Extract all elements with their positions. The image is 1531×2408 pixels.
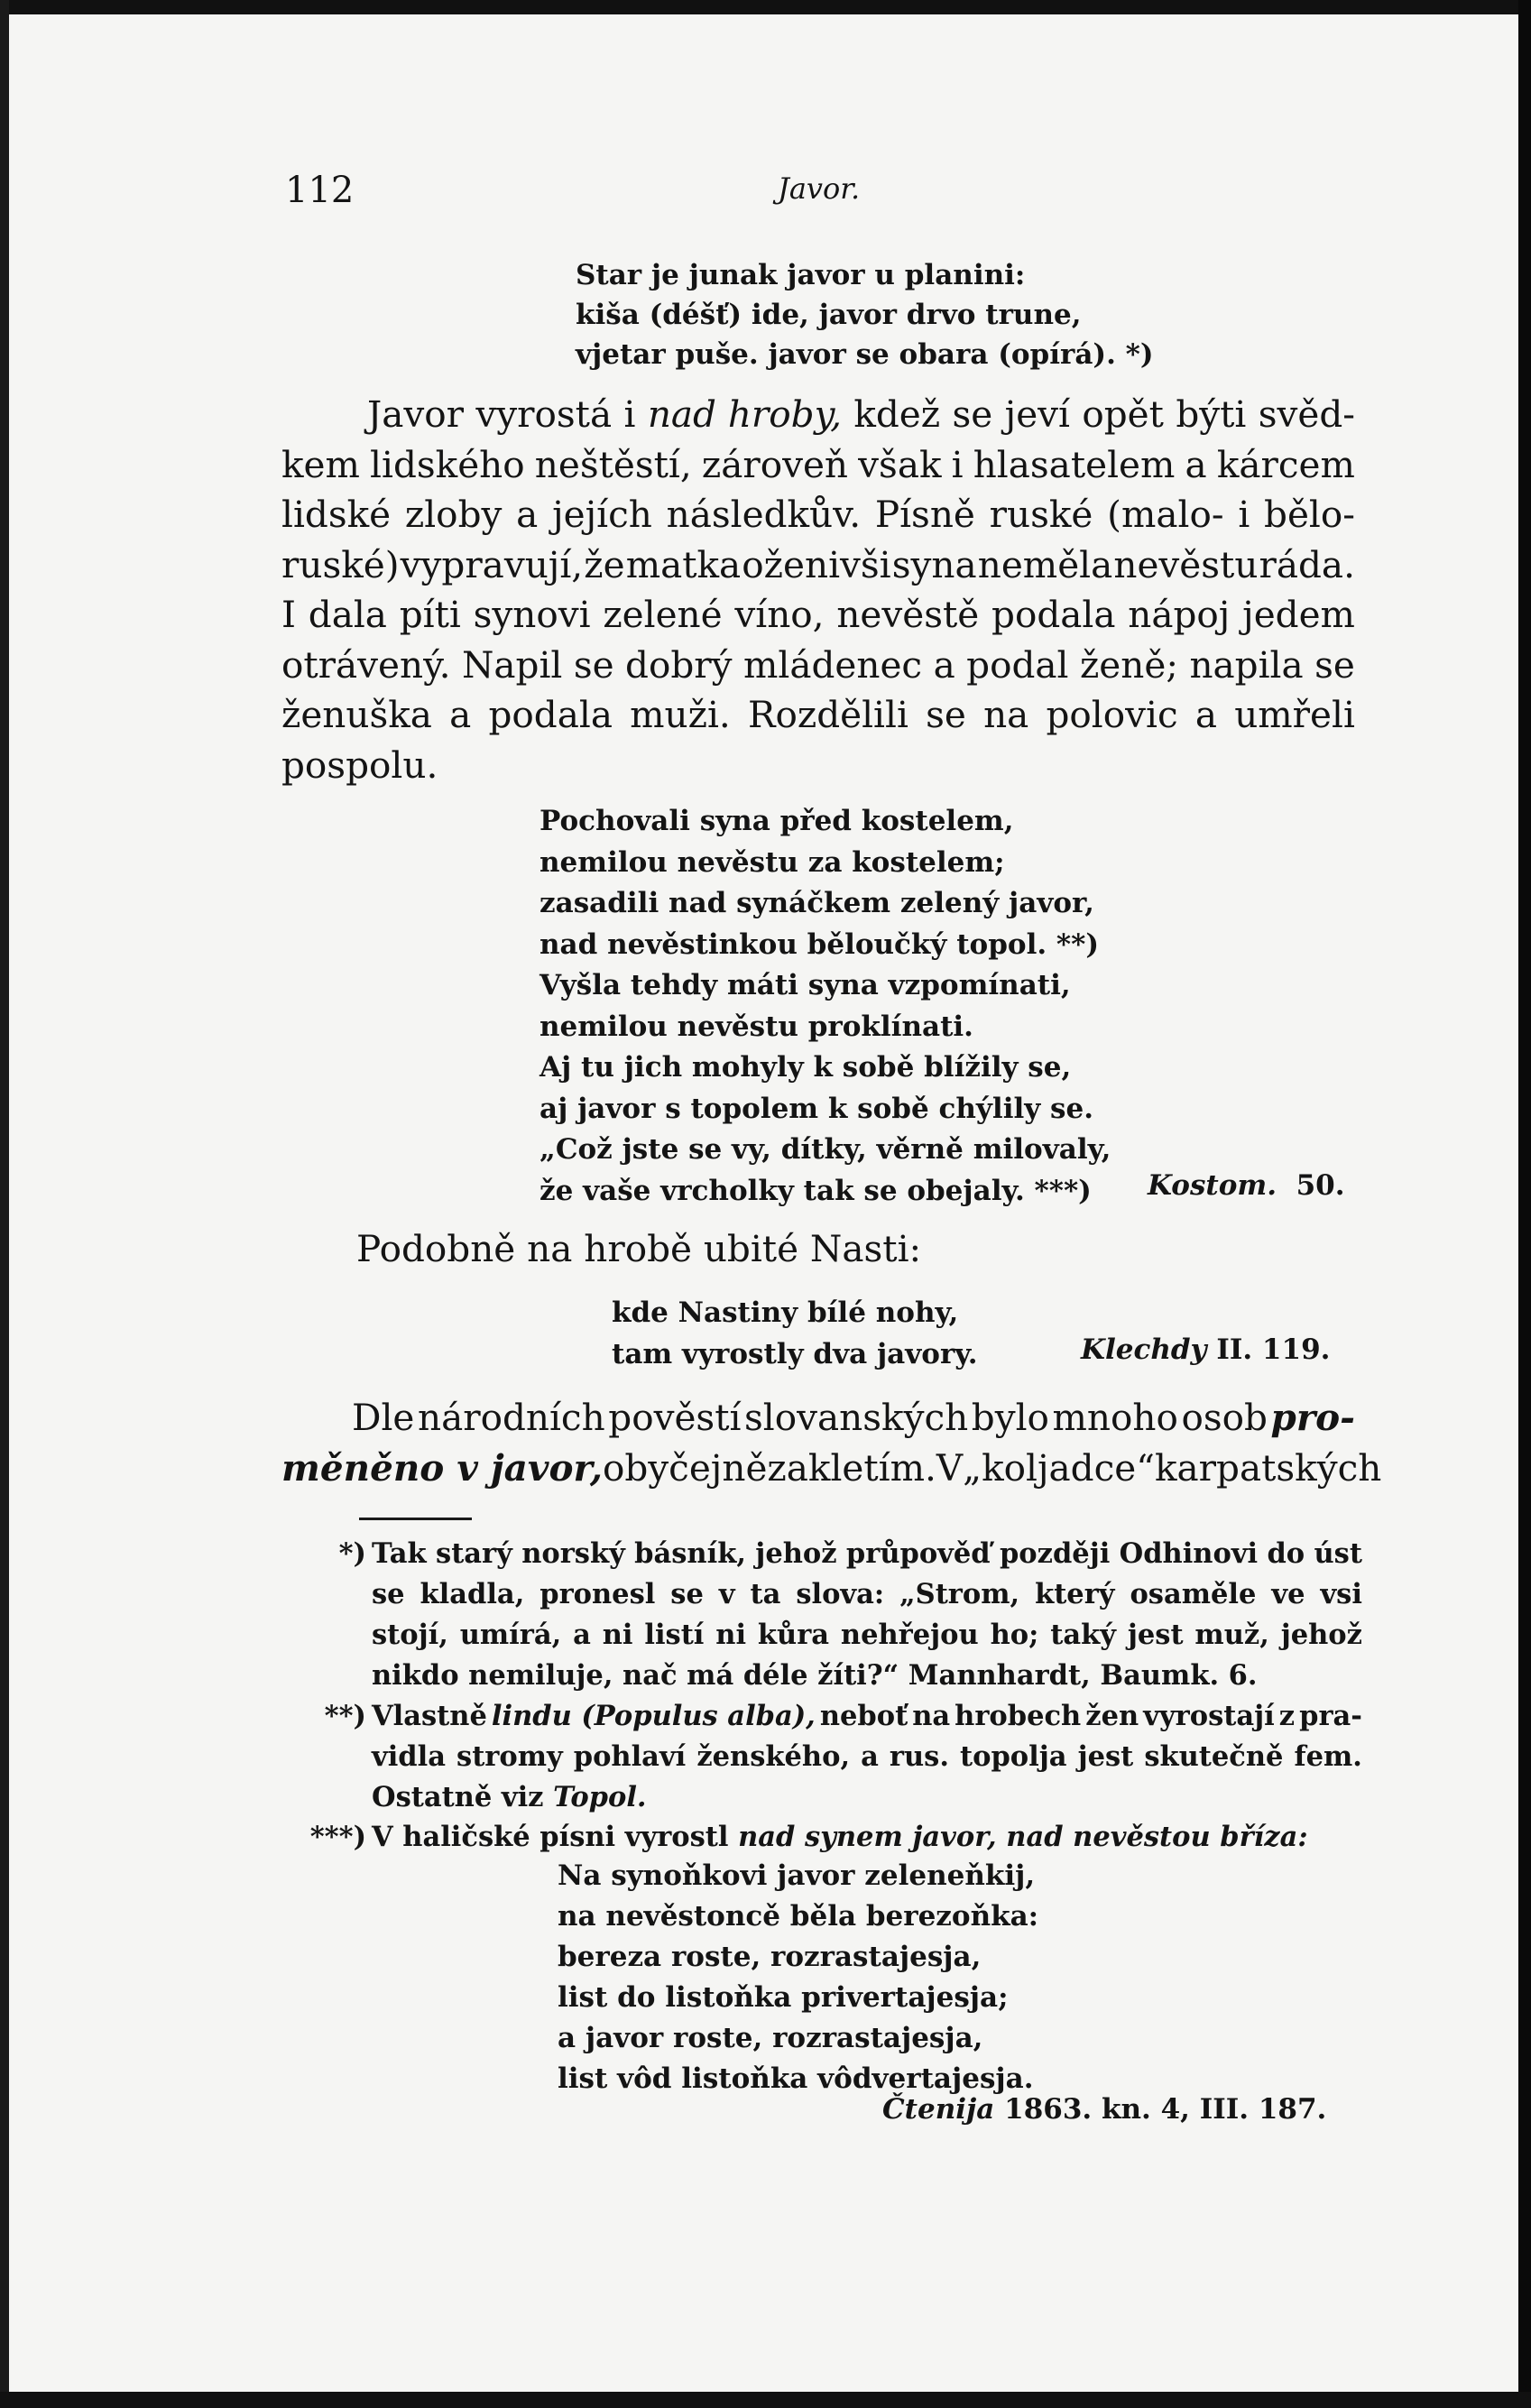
- citation-klechdy: Klechdy II. 119.: [1081, 1333, 1331, 1366]
- footnote-rule: [359, 1518, 472, 1520]
- verse-line: Pochovali syna před kostelem,: [540, 805, 1014, 837]
- page-number: 112: [285, 170, 355, 211]
- footnote-mark: **): [324, 1700, 366, 1732]
- paragraph-line: kem lidského neštěstí, zároveň však i hlasatelem a kárcem: [281, 442, 1355, 486]
- scan-border-top: [0, 0, 1531, 14]
- footnote-line: stojí, umírá, a ni listí ni kůra nehřejou ho; taký jest muž, jehož: [372, 1619, 1362, 1651]
- footnote-verse: [558, 1856, 1038, 2099]
- citation-kostom: Kostom. 50.: [1148, 1169, 1345, 1202]
- scan-border-left: [0, 0, 9, 2408]
- citation-ctenija: Čtenija 1863. kn. 4, III. 187.: [882, 2093, 1327, 2126]
- verse-nasti: [612, 1292, 978, 1375]
- scan-border-right: [1518, 0, 1531, 2408]
- footnote-line: nikdo nemiluje, nač má déle žíti?“ Mannhardt, Baumk. 6.: [372, 1659, 1258, 1692]
- verse-line: a javor roste, rozrastajesja,: [558, 2022, 983, 2054]
- footnote-line: se kladla, pronesl se v ta slova: „Strom, který osaměle ve vsi: [372, 1578, 1362, 1610]
- footnote-mark: ***): [309, 1821, 366, 1853]
- footnote-mark: *): [338, 1537, 366, 1570]
- italic-term: měněno v javor,: [281, 1445, 603, 1490]
- nasti-line: Podobně na hrobě ubité Nasti:: [356, 1227, 922, 1270]
- verse-line: list vôd listoňka vôdvertajesja.: [558, 2062, 1034, 2095]
- italic-term: nad synem javor, nad nevěstou bříza:: [738, 1821, 1308, 1853]
- footnote-line: V haličské písni vyrostl nad synem javor, nad nevěstou bříza:: [372, 1817, 1362, 1858]
- scan-border-bottom: [0, 2392, 1531, 2408]
- verse-line: nad nevěstinkou běloučký topol. **): [540, 927, 1100, 961]
- italic-term: Topol.: [553, 1781, 647, 1813]
- paragraph-line: otrávený. Napil se dobrý mládenec a podal ženě; napila se: [281, 642, 1355, 687]
- verse-serbian: [576, 255, 1154, 374]
- paragraph-2: [281, 1393, 1382, 1493]
- footnote-line: Ostatně viz Topol.: [372, 1777, 1362, 1818]
- verse-line: že vaše vrcholky tak se obejaly. ***): [540, 1174, 1092, 1207]
- verse-line: tam vyrostly dva javory.: [612, 1338, 978, 1370]
- verse-line: zasadili nad synáčkem zelený javor,: [540, 887, 1094, 919]
- verse-line: vjetar puše. javor se obara (opírá). *): [576, 338, 1154, 371]
- running-title: Javor.: [778, 171, 861, 206]
- italic-term: pro-: [1270, 1396, 1355, 1439]
- verse-line: list do listoňka privertajesja;: [558, 1981, 1009, 2014]
- footnote-line: Vlastně lindu (Populus alba), neboť na hrobech žen vyrostají z pra-: [372, 1696, 1362, 1737]
- verse-line: Star je junak javor u planini:: [576, 259, 1026, 291]
- footnote-line: Tak starý norský básník, jehož průpověď později Odhinovi do úst: [372, 1537, 1362, 1570]
- paragraph-line: I dala píti synovi zelené víno, nevěstě podala nápoj jedem: [281, 593, 1355, 636]
- paragraph-line: lidské zloby a jejích následkův. Písně ruské (malo- i bělo-: [281, 493, 1355, 536]
- paragraph-line: ruské) vypravují, že matka oženivši syna neměla nevěstu ráda.: [281, 542, 1355, 586]
- verse-line: kiša (déšť) ide, javor drvo trune,: [576, 299, 1082, 331]
- verse-line: kde Nastiny bílé nohy,: [612, 1296, 959, 1329]
- paragraph-line: Dle národních pověstí slovanských bylo mnoho osob pro-: [281, 1393, 1355, 1444]
- paragraph-line: pospolu.: [281, 743, 438, 787]
- verse-kostom: [540, 801, 1111, 1212]
- verse-line: na nevěstoncě běla berezoňka:: [558, 1900, 1039, 1933]
- paragraph-line: měněno v javor, obyčejně zakletím. V „koljadce“ karpatských: [281, 1444, 1355, 1494]
- italic-term: lindu (Populus alba),: [491, 1700, 816, 1732]
- verse-line: Vyšla tehdy máti syna vzpomínati,: [540, 969, 1071, 1001]
- verse-line: „Což jste se vy, dítky, věrně milovaly,: [540, 1133, 1111, 1166]
- footnote-line: vidla stromy pohlaví ženského, a rus. topolja jest skutečně fem.: [372, 1740, 1362, 1773]
- italic-term: nad hroby,: [647, 392, 842, 436]
- verse-line: nemilou nevěstu proklínati.: [540, 1010, 973, 1043]
- paragraph-line: ženuška a podala muži. Rozdělili se na polovic a umřeli: [281, 693, 1355, 736]
- verse-line: Na synoňkovi javor zeleneňkij,: [558, 1859, 1036, 1892]
- verse-line: bereza roste, rozrastajesja,: [558, 1941, 982, 1973]
- verse-line: aj javor s topolem k sobě chýlily se.: [540, 1092, 1094, 1125]
- verse-line: Aj tu jich mohyly k sobě blížily se,: [540, 1051, 1072, 1084]
- verse-line: nemilou nevěstu za kostelem;: [540, 845, 1005, 879]
- paragraph-1: [281, 390, 1355, 790]
- paragraph-line: Javor vyrostá i nad hroby, kdež se jeví opět býti svěd-: [281, 390, 1355, 440]
